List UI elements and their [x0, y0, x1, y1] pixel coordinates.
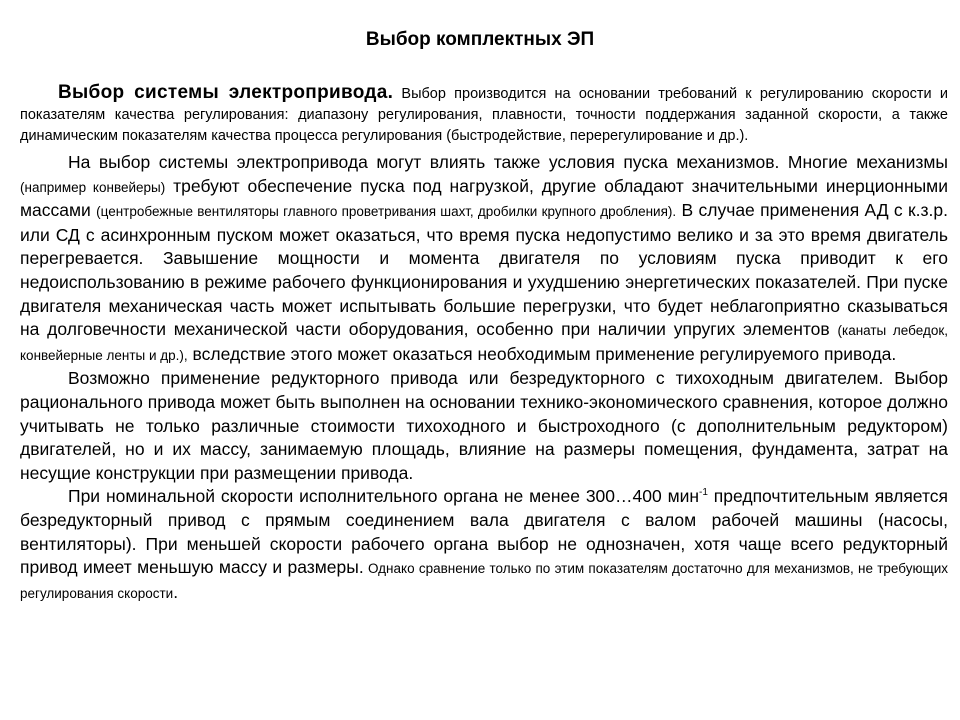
paragraph-gear-drive: Возможно применение редукторного привода или безредукторного с тихоходным двигателем. Выбор рационального привода может быть выполнен на основании технико-экономического сравнения, которое должно учитывать не только различные стоимости тихоходного и быстроходного (с дополнительным редуктором) двигателей, но и их массу, занимаемую площадь, влияние на размеры помещения, фундамента, затрат на несущие конструкции при размещении привода.	[20, 368, 948, 483]
paragraph-note: (например конвейеры)	[20, 179, 166, 195]
paragraph-note: (центробежные вентиляторы главного проветривания шахт, дробилки крупного дробления).	[96, 204, 677, 220]
paragraph-system-choice	[20, 82, 948, 147]
superscript-exponent: -1	[699, 487, 708, 499]
paragraph-note: Однако сравнение только по этим показателям достаточно для механизмов, не требующих регулирования скорости	[20, 561, 948, 601]
paragraph-text: .	[173, 581, 179, 602]
paragraph-start-conditions	[20, 151, 948, 367]
paragraph-text: В случае применения АД с к.з.р. или СД с асинхронным пуском может оказаться, что время пуска недопустимо велико и за это время двигатель перегревается. Завышение мощности и момента двигателя по условиям пуска приводит к его недоиспользованию в режиме рабочего функционирования и ухудшению энергетических показателей. При пуске двигателя механическая часть может испытывать большие перегрузки, что будет неблагоприятно сказываться на долговечности механической части оборудования, особенно при наличии упругих элементов	[20, 200, 949, 340]
paragraph-lead: Выбор системы электропривода.	[58, 82, 394, 103]
paragraph-text: При номинальной скорости исполнительного органа не менее 300…400 мин	[68, 486, 700, 507]
paragraph-text: вследствие этого может оказаться необходимым применение регулируемого привода.	[187, 343, 897, 364]
paragraph-text: На выбор системы электропривода могут влиять также условия пуска механизмов. Многие механизмы	[68, 152, 948, 172]
paragraph-text: предпочтительным является безредукторный привод с прямым соединением вала двигателя с валом рабочей машины (насосы, вентиляторы). При меньшей скорости рабочего органа выбор не однозначен, хотя чаще всего редукторный привод имеет меньшую массу и размеры.	[20, 486, 948, 578]
paragraph-text: требуют обеспечение пуска под нагрузкой, другие обладают значительными инерционными массами	[20, 175, 948, 221]
paragraph-note: (канаты лебедок, конвейерные ленты и др.),	[20, 323, 948, 363]
paragraph-text: Выбор производится на основании требований к регулированию скорости и показателям качества регулирования: диапазону регулирования, плавности, точности поддержания заданной скорости, а также динамическим показателям качества процесса регулирования (быстродействие, перерегулирование и др.).	[20, 86, 948, 144]
paragraph-nominal-speed	[20, 485, 948, 605]
slide-body	[20, 82, 948, 605]
slide-title: Выбор комплектных ЭП	[365, 29, 595, 50]
